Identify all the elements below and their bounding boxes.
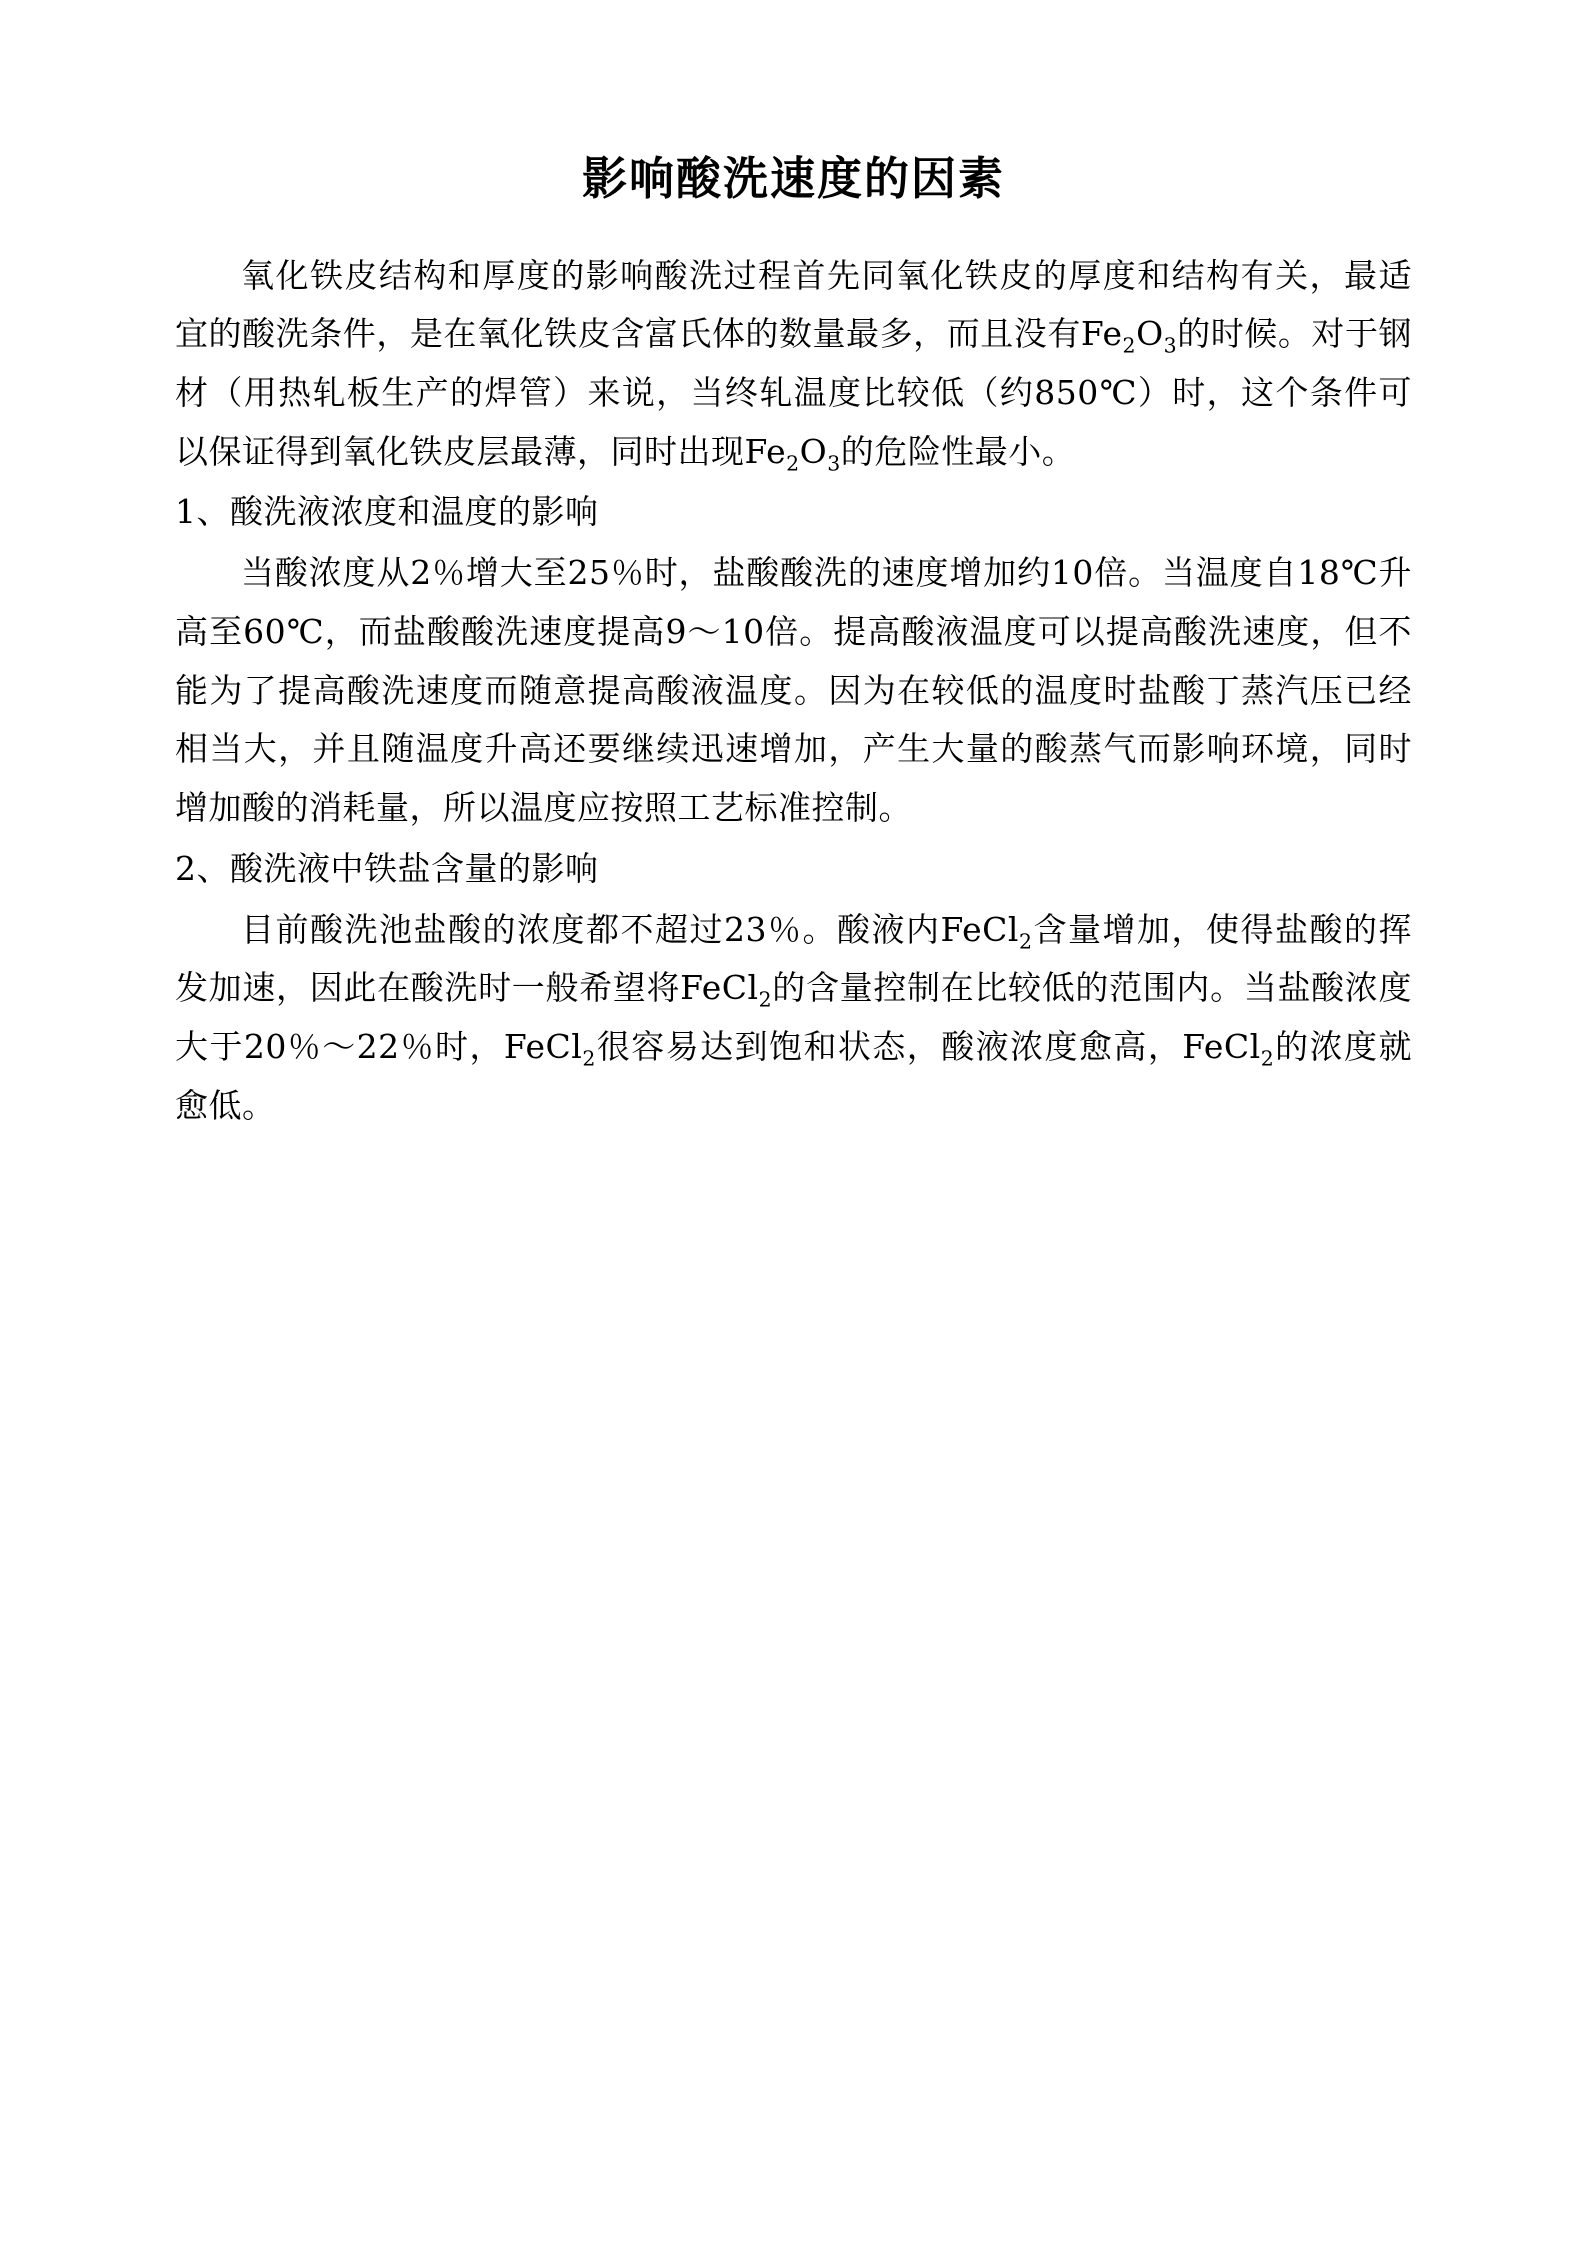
document-body [175,247,1412,1136]
section-heading-1: 1、酸洗液浓度和温度的影响 [175,492,599,532]
section-heading-2: 2、酸洗液中铁盐含量的影响 [175,848,599,888]
paragraph-section-1: 当酸浓度从2％增大至25％时，盐酸酸洗的速度增加约10倍。当温度自18℃升高至60℃，而盐酸酸洗速度提高9～10倍。提高酸液温度可以提高酸洗速度，但不能为了提高酸洗速度而随意提高酸液温度。因为在较低的温度时盐酸丁蒸汽压已经相当大，并且随温度升高还要继续迅速增加，产生大量的酸蒸气而影响环境，同时增加酸的消耗量，所以温度应按照工艺标准控制。 [175,553,1412,828]
paragraph-section-2: 目前酸洗池盐酸的浓度都不超过23％。酸液内FeCl$_2$含量增加，使得盐酸的挥发加速，因此在酸洗时一般希望将FeCl$_2$的含量控制在比较低的范围内。当盐酸浓度大于20％～22％时，FeCl$_2$很容易达到饱和状态，酸液浓度愈高，FeCl$_2$的浓度就愈低。 [175,909,1413,1125]
paragraph-intro: 氧化铁皮结构和厚度的影响酸洗过程首先同氧化铁皮的厚度和结构有关，最适宜的酸洗条件，是在氧化铁皮含富氏体的数量最多，而且没有$Fe_2O_3$的时候。对于钢材（用热轧板生产的焊管）来说，当终轧温度比较低（约850℃）时，这个条件可以保证得到氧化铁皮层最薄，同时出现$Fe_2O_3$的危险性最小。 [175,255,1413,476]
page-title: 影响酸洗速度的因素 [581,152,1005,205]
